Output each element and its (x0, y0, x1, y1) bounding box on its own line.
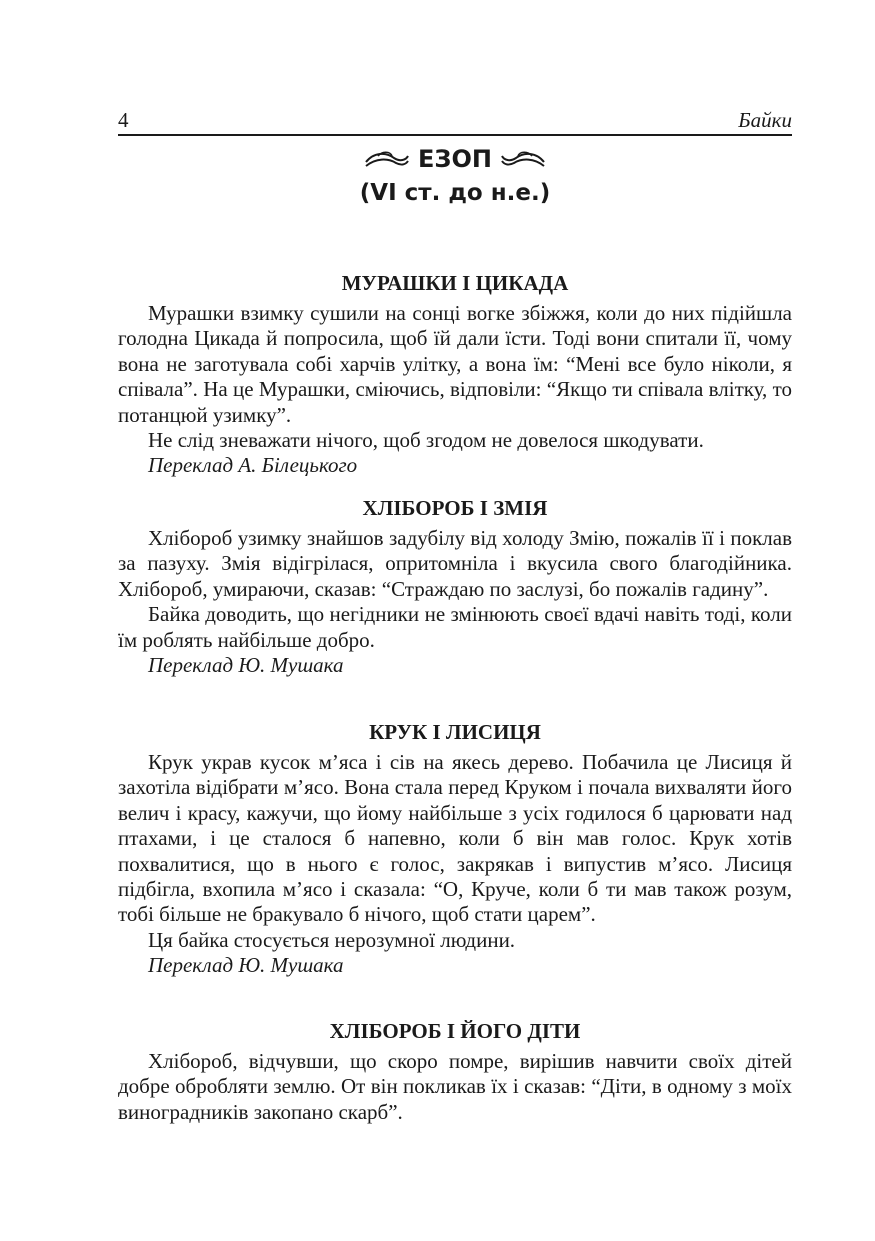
fable-translator: Переклад Ю. Мушака (148, 653, 344, 678)
author-dates: (VI ст. до н.е.) (359, 180, 551, 206)
fable-translator: Переклад А. Білецького (148, 453, 358, 478)
author-block (118, 142, 792, 210)
fable-paragraph: Мурашки взимку сушили на сонці вогке збіжжя, коли до них підійшла голодна Цикада й попросила, щоб їй дали їсти. Тоді вони спитали її, чому вона не заготувала собі харчів улітку, а вона їм: “Мені все було ніколи, я співала”. На це Мурашки, сміючись, відповіли: “Якщо ти співала влітку, то потанцюй узимку”. (118, 301, 792, 427)
page-number: 4 (118, 108, 129, 132)
fable-paragraph: Хлібороб, відчувши, що скоро помре, вирішив навчити своїх дітей добре обробляти землю. От він покликав їх і сказав: “Діти, в одному з моїх виноградників закопано скарб”. (118, 1049, 792, 1124)
fable-moral: Ця байка стосується нерозумної людини. (148, 927, 516, 952)
fable-title: ХЛІБОРОБ І ЙОГО ДІТИ (329, 1019, 581, 1043)
fable-title: МУРАШКИ І ЦИКАДА (341, 271, 569, 295)
fable-paragraph: Хлібороб узимку знайшов задубілу від холоду Змію, пожалів її і поклав за пазуху. Змія відігрілася, опритомніла і вкусила свого благодійника. Хлібороб, умираючи, сказав: “Страждаю по заслузі, бо пожалів гадину”. (118, 526, 792, 601)
fable-title: КРУК І ЛИСИЦЯ (369, 720, 541, 744)
fable-paragraph: Крук украв кусок м’яса і сів на якесь дерево. Побачила це Лисиця й захотіла відібрати м’ясо. Вона стала перед Круком і почала вихваляти його велич і красу, кажучи, що йому найбільше з усіх годилося б царювати над птахами, і це сталося б напевно, коли б він мав голос. Крук хотів похвалитися, що в нього є голос, закрякав і випустив м’ясо. Лисиця підбігла, вхопила м’ясо і сказала: “О, Круче, коли б ти мав також розум, тобі більше не бракувало б нічого, щоб стати царем”. (118, 750, 792, 927)
fable-title: ХЛІБОРОБ І ЗМІЯ (362, 496, 548, 520)
fable-crow-and-fox (118, 718, 792, 979)
author-line (118, 142, 792, 176)
fable-moral: Не слід зневажати нічого, щоб згодом не довелося шкодувати. (148, 428, 704, 453)
fable-moral: Байка доводить, що негідники не змінюють своєї вдачі навіть тоді, коли їм роблять найбільше добро. (118, 602, 792, 652)
fable-farmer-and-snake (118, 494, 792, 678)
section-name: Байки (738, 108, 792, 132)
fable-translator: Переклад Ю. Мушака (148, 953, 344, 978)
author-name: ЕЗОП (418, 145, 492, 173)
fable-ants-and-cicada (118, 269, 792, 479)
fable-farmer-and-children (118, 1017, 792, 1125)
right-flourish-icon (500, 148, 546, 170)
left-flourish-icon (364, 148, 410, 170)
running-head (118, 106, 792, 136)
